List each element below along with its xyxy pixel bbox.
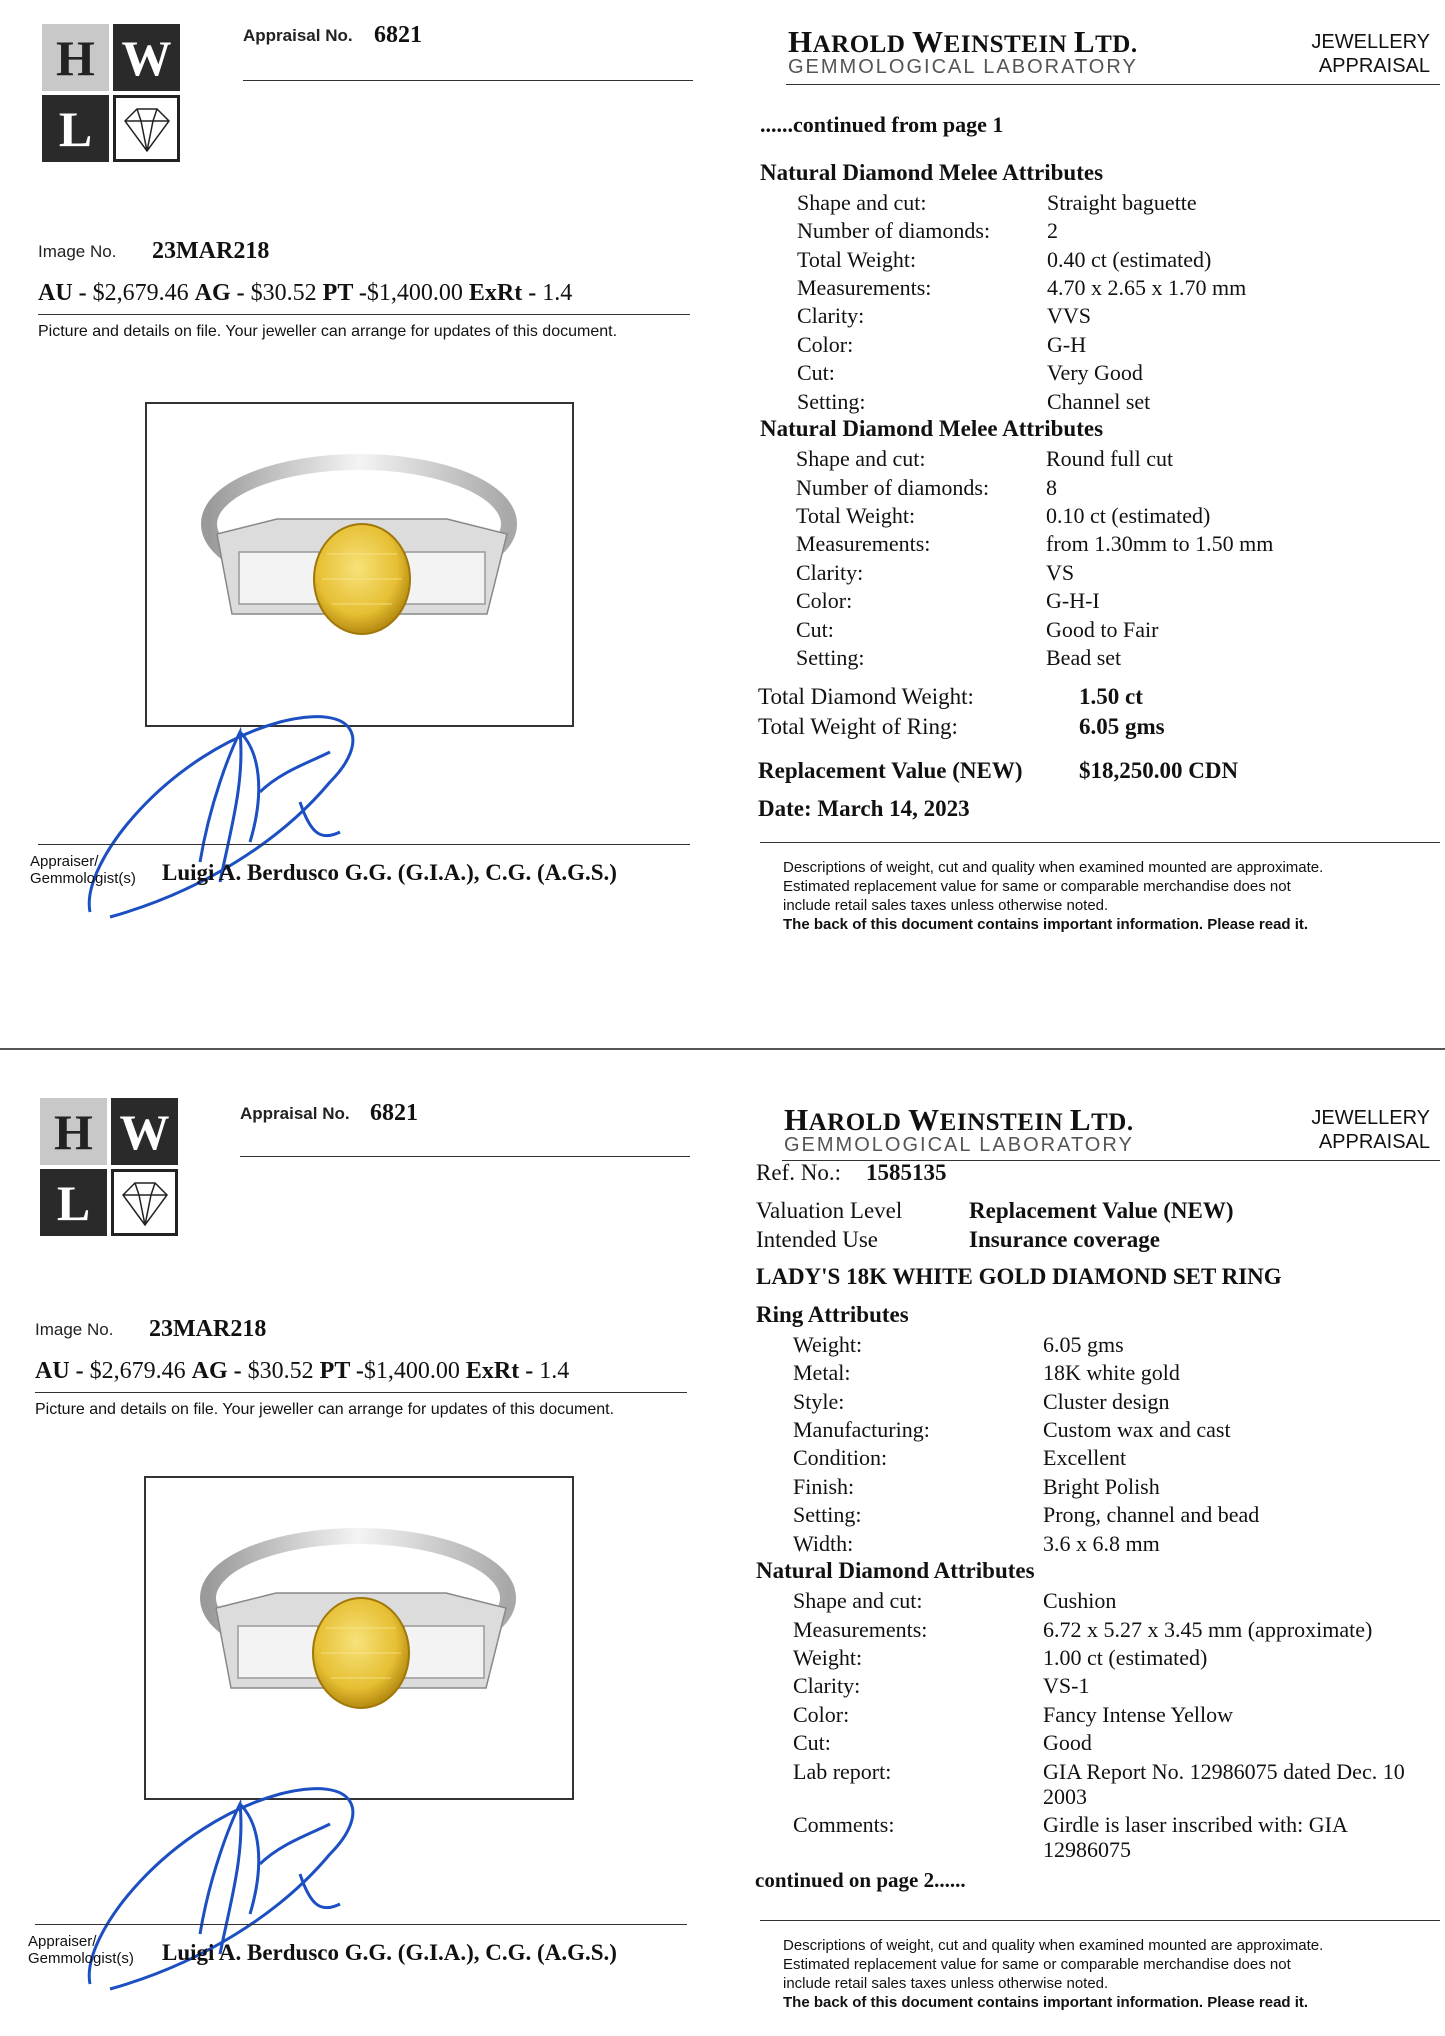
image-no-value: 23MAR218 — [152, 238, 270, 264]
melee-1-label: Color: — [797, 332, 854, 357]
melee-1-value: Straight baguette — [1047, 190, 1197, 215]
page-separator — [0, 1048, 1445, 1050]
replacement-value: $18,250.00 CDN — [1079, 758, 1239, 783]
item-title: LADY'S 18K WHITE GOLD DIAMOND SET RING — [756, 1264, 1282, 1289]
appraiser-label: Appraiser/ Gemmologist(s) — [28, 1933, 134, 1967]
ring-attr-label: Metal: — [793, 1360, 851, 1385]
ref-no-label: Ref. No.: — [756, 1160, 841, 1185]
diamond-attr-label: Shape and cut: — [793, 1588, 923, 1613]
image-no-label: Image No. — [38, 242, 117, 261]
logo-h: H — [40, 1098, 107, 1165]
ring-attr-label: Weight: — [793, 1332, 863, 1357]
melee-2-label: Shape and cut: — [796, 446, 926, 471]
logo-l: L — [40, 1169, 107, 1236]
melee-1-value: 4.70 x 2.65 x 1.70 mm — [1047, 275, 1247, 300]
divider — [786, 84, 1440, 85]
melee-2-value: 0.10 ct (estimated) — [1046, 503, 1211, 528]
melee-2-label: Color: — [796, 588, 853, 613]
melee-2-label: Setting: — [796, 645, 865, 670]
continued-from: ......continued from page 1 — [760, 112, 1004, 137]
diamond-logo-icon — [111, 1169, 178, 1236]
appraisal-no-label: Appraisal No. — [243, 26, 353, 45]
ref-no-value: 1585135 — [866, 1160, 947, 1185]
melee-2-value: Round full cut — [1046, 446, 1174, 471]
divider — [760, 842, 1440, 843]
lab-subtitle: GEMMOLOGICAL LABORATORY — [784, 1134, 1134, 1156]
picture-note: Picture and details on file. Your jeweller can arrange for updates of this document. — [35, 1401, 615, 1418]
diamond-attr-label: Clarity: — [793, 1673, 861, 1698]
divider — [240, 1156, 690, 1157]
ring-attr-value: Prong, channel and bead — [1043, 1502, 1260, 1527]
appraisal-date: Date: March 14, 2023 — [758, 796, 970, 821]
diamond-attr-value: Girdle is laser inscribed with: GIA — [1043, 1812, 1348, 1837]
jewellery-appraisal: JEWELLERY APPRAISAL — [1311, 1107, 1430, 1153]
melee-1-value: VVS — [1047, 303, 1092, 328]
melee-1-title: Natural Diamond Melee Attributes — [760, 160, 1104, 185]
diamond-attr-value: Fancy Intense Yellow — [1043, 1702, 1234, 1727]
diamond-attr-value: VS-1 — [1043, 1673, 1090, 1698]
image-no-value: 23MAR218 — [149, 1316, 267, 1342]
logo-h: H — [42, 24, 109, 91]
jewellery-appraisal: JEWELLERY APPRAISAL — [1311, 31, 1430, 77]
melee-2-label: Total Weight: — [796, 503, 916, 528]
diamond-attr-label: Color: — [793, 1702, 850, 1727]
ring-attr-label: Condition: — [793, 1445, 888, 1470]
diamond-attr-label: Measurements: — [793, 1617, 928, 1642]
divider — [38, 844, 690, 845]
logo-w: W — [113, 24, 180, 91]
hwl-logo — [42, 24, 182, 164]
appraiser-name: Luigi A. Berdusco G.G. (G.I.A.), C.G. (A.G.S.) — [162, 860, 617, 885]
replacement-label: Replacement Value (NEW) — [758, 758, 1023, 783]
ring-attr-value: Bright Polish — [1043, 1474, 1160, 1499]
melee-1-label: Cut: — [797, 360, 835, 385]
continued-on: continued on page 2...... — [755, 1868, 966, 1892]
divider — [243, 80, 693, 81]
diamond-attr-value-cont: 12986075 — [1043, 1837, 1131, 1862]
total-ring-label: Total Weight of Ring: — [758, 714, 958, 739]
melee-2-value: from 1.30mm to 1.50 mm — [1046, 531, 1274, 556]
metal-prices: AU - $2,679.46 AG - $30.52 PT -$1,400.00 ExRt - 1.4 — [38, 280, 573, 306]
company-name: HAROLD WEINSTEIN LTD. — [788, 24, 1138, 59]
ring-attr-label: Width: — [793, 1531, 854, 1556]
ring-attr-value: Excellent — [1043, 1445, 1127, 1470]
valuation-label: Valuation Level — [756, 1198, 903, 1223]
melee-1-label: Number of diamonds: — [797, 218, 991, 243]
diamond-attr-label: Weight: — [793, 1645, 863, 1670]
ring-attr-label: Manufacturing: — [793, 1417, 930, 1442]
company-name: HAROLD WEINSTEIN LTD. — [784, 1102, 1134, 1137]
ring-attr-label: Style: — [793, 1389, 845, 1414]
diamond-attr-value: GIA Report No. 12986075 dated Dec. 10 — [1043, 1759, 1405, 1784]
divider — [35, 1392, 687, 1393]
ring-attr-value: 6.05 gms — [1043, 1332, 1124, 1357]
image-no-label: Image No. — [35, 1320, 114, 1339]
ring-attr-label: Setting: — [793, 1502, 862, 1527]
logo-l: L — [42, 95, 109, 162]
appraisal-sheet-page-1 — [0, 0, 1445, 1010]
disclaimer: Descriptions of weight, cut and quality when examined mounted are approximate. Estimated replacement value for same or comparable merchandise does not include retail sales taxes unless otherwise noted. The back of this document contains important information. Please read it. — [783, 1937, 1324, 2011]
appraisal-no-label: Appraisal No. — [240, 1104, 350, 1123]
melee-1-label: Total Weight: — [797, 247, 917, 272]
hwl-logo — [40, 1098, 180, 1238]
diamond-attr-label: Cut: — [793, 1730, 831, 1755]
melee-1-label: Measurements: — [797, 275, 932, 300]
total-ring-value: 6.05 gms — [1079, 714, 1165, 739]
divider — [38, 314, 690, 315]
melee-1-value: 2 — [1047, 218, 1058, 243]
intended-use-label: Intended Use — [756, 1227, 878, 1252]
appraiser-label: Appraiser/ Gemmologist(s) — [30, 853, 136, 887]
melee-1-value: 0.40 ct (estimated) — [1047, 247, 1212, 272]
appraisal-no-value: 6821 — [370, 1100, 418, 1126]
melee-1-label: Shape and cut: — [797, 190, 927, 215]
total-diamond-label: Total Diamond Weight: — [758, 684, 974, 709]
melee-2-label: Number of diamonds: — [796, 475, 990, 500]
ring-photo — [144, 1476, 574, 1800]
lab-subtitle: GEMMOLOGICAL LABORATORY — [788, 56, 1138, 78]
melee-2-value: VS — [1046, 560, 1075, 585]
ring-attributes-title: Ring Attributes — [756, 1302, 909, 1327]
metal-prices: AU - $2,679.46 AG - $30.52 PT -$1,400.00 ExRt - 1.4 — [35, 1358, 570, 1384]
diamond-attr-value: 6.72 x 5.27 x 3.45 mm (approximate) — [1043, 1617, 1373, 1642]
divider — [35, 1924, 687, 1925]
melee-1-value: G-H — [1047, 332, 1087, 357]
melee-1-value: Very Good — [1047, 360, 1143, 385]
diamond-attr-value: Good — [1043, 1730, 1092, 1755]
intended-use-value: Insurance coverage — [969, 1227, 1160, 1252]
diamond-attributes-title: Natural Diamond Attributes — [756, 1558, 1035, 1583]
melee-2-value: Good to Fair — [1046, 617, 1159, 642]
melee-2-value: G-H-I — [1046, 588, 1100, 613]
diamond-attr-value: Cushion — [1043, 1588, 1117, 1613]
melee-1-label: Clarity: — [797, 303, 865, 328]
melee-2-label: Clarity: — [796, 560, 864, 585]
diamond-attr-label: Comments: — [793, 1812, 895, 1837]
valuation-value: Replacement Value (NEW) — [969, 1198, 1234, 1223]
diamond-attr-value-cont: 2003 — [1043, 1784, 1087, 1809]
diamond-attr-value: 1.00 ct (estimated) — [1043, 1645, 1208, 1670]
ring-photo — [145, 402, 574, 727]
picture-note: Picture and details on file. Your jeweller can arrange for updates of this document. — [38, 323, 618, 340]
melee-2-title: Natural Diamond Melee Attributes — [760, 416, 1104, 441]
appraiser-name: Luigi A. Berdusco G.G. (G.I.A.), C.G. (A.G.S.) — [162, 1940, 617, 1965]
ring-attr-value: 18K white gold — [1043, 1360, 1180, 1385]
appraisal-sheet-page-2 — [0, 1074, 1445, 2036]
ring-attr-value: Cluster design — [1043, 1389, 1170, 1414]
melee-2-value: Bead set — [1046, 645, 1122, 670]
disclaimer: Descriptions of weight, cut and quality when examined mounted are approximate. Estimated replacement value for same or comparable merchandise does not include retail sales taxes unless otherwise noted. The back of this document contains important information. Please read it. — [783, 859, 1324, 933]
divider — [760, 1920, 1440, 1921]
melee-1-label: Setting: — [797, 389, 866, 414]
logo-w: W — [111, 1098, 178, 1165]
melee-2-label: Measurements: — [796, 531, 931, 556]
melee-1-value: Channel set — [1047, 389, 1151, 414]
appraisal-no-value: 6821 — [374, 22, 422, 48]
ring-attr-value: Custom wax and cast — [1043, 1417, 1231, 1442]
ring-attr-label: Finish: — [793, 1474, 855, 1499]
diamond-attr-label: Lab report: — [793, 1759, 892, 1784]
total-diamond-value: 1.50 ct — [1079, 684, 1143, 709]
melee-2-label: Cut: — [796, 617, 834, 642]
melee-2-value: 8 — [1046, 475, 1057, 500]
diamond-logo-icon — [113, 95, 180, 162]
ring-attr-value: 3.6 x 6.8 mm — [1043, 1531, 1160, 1556]
